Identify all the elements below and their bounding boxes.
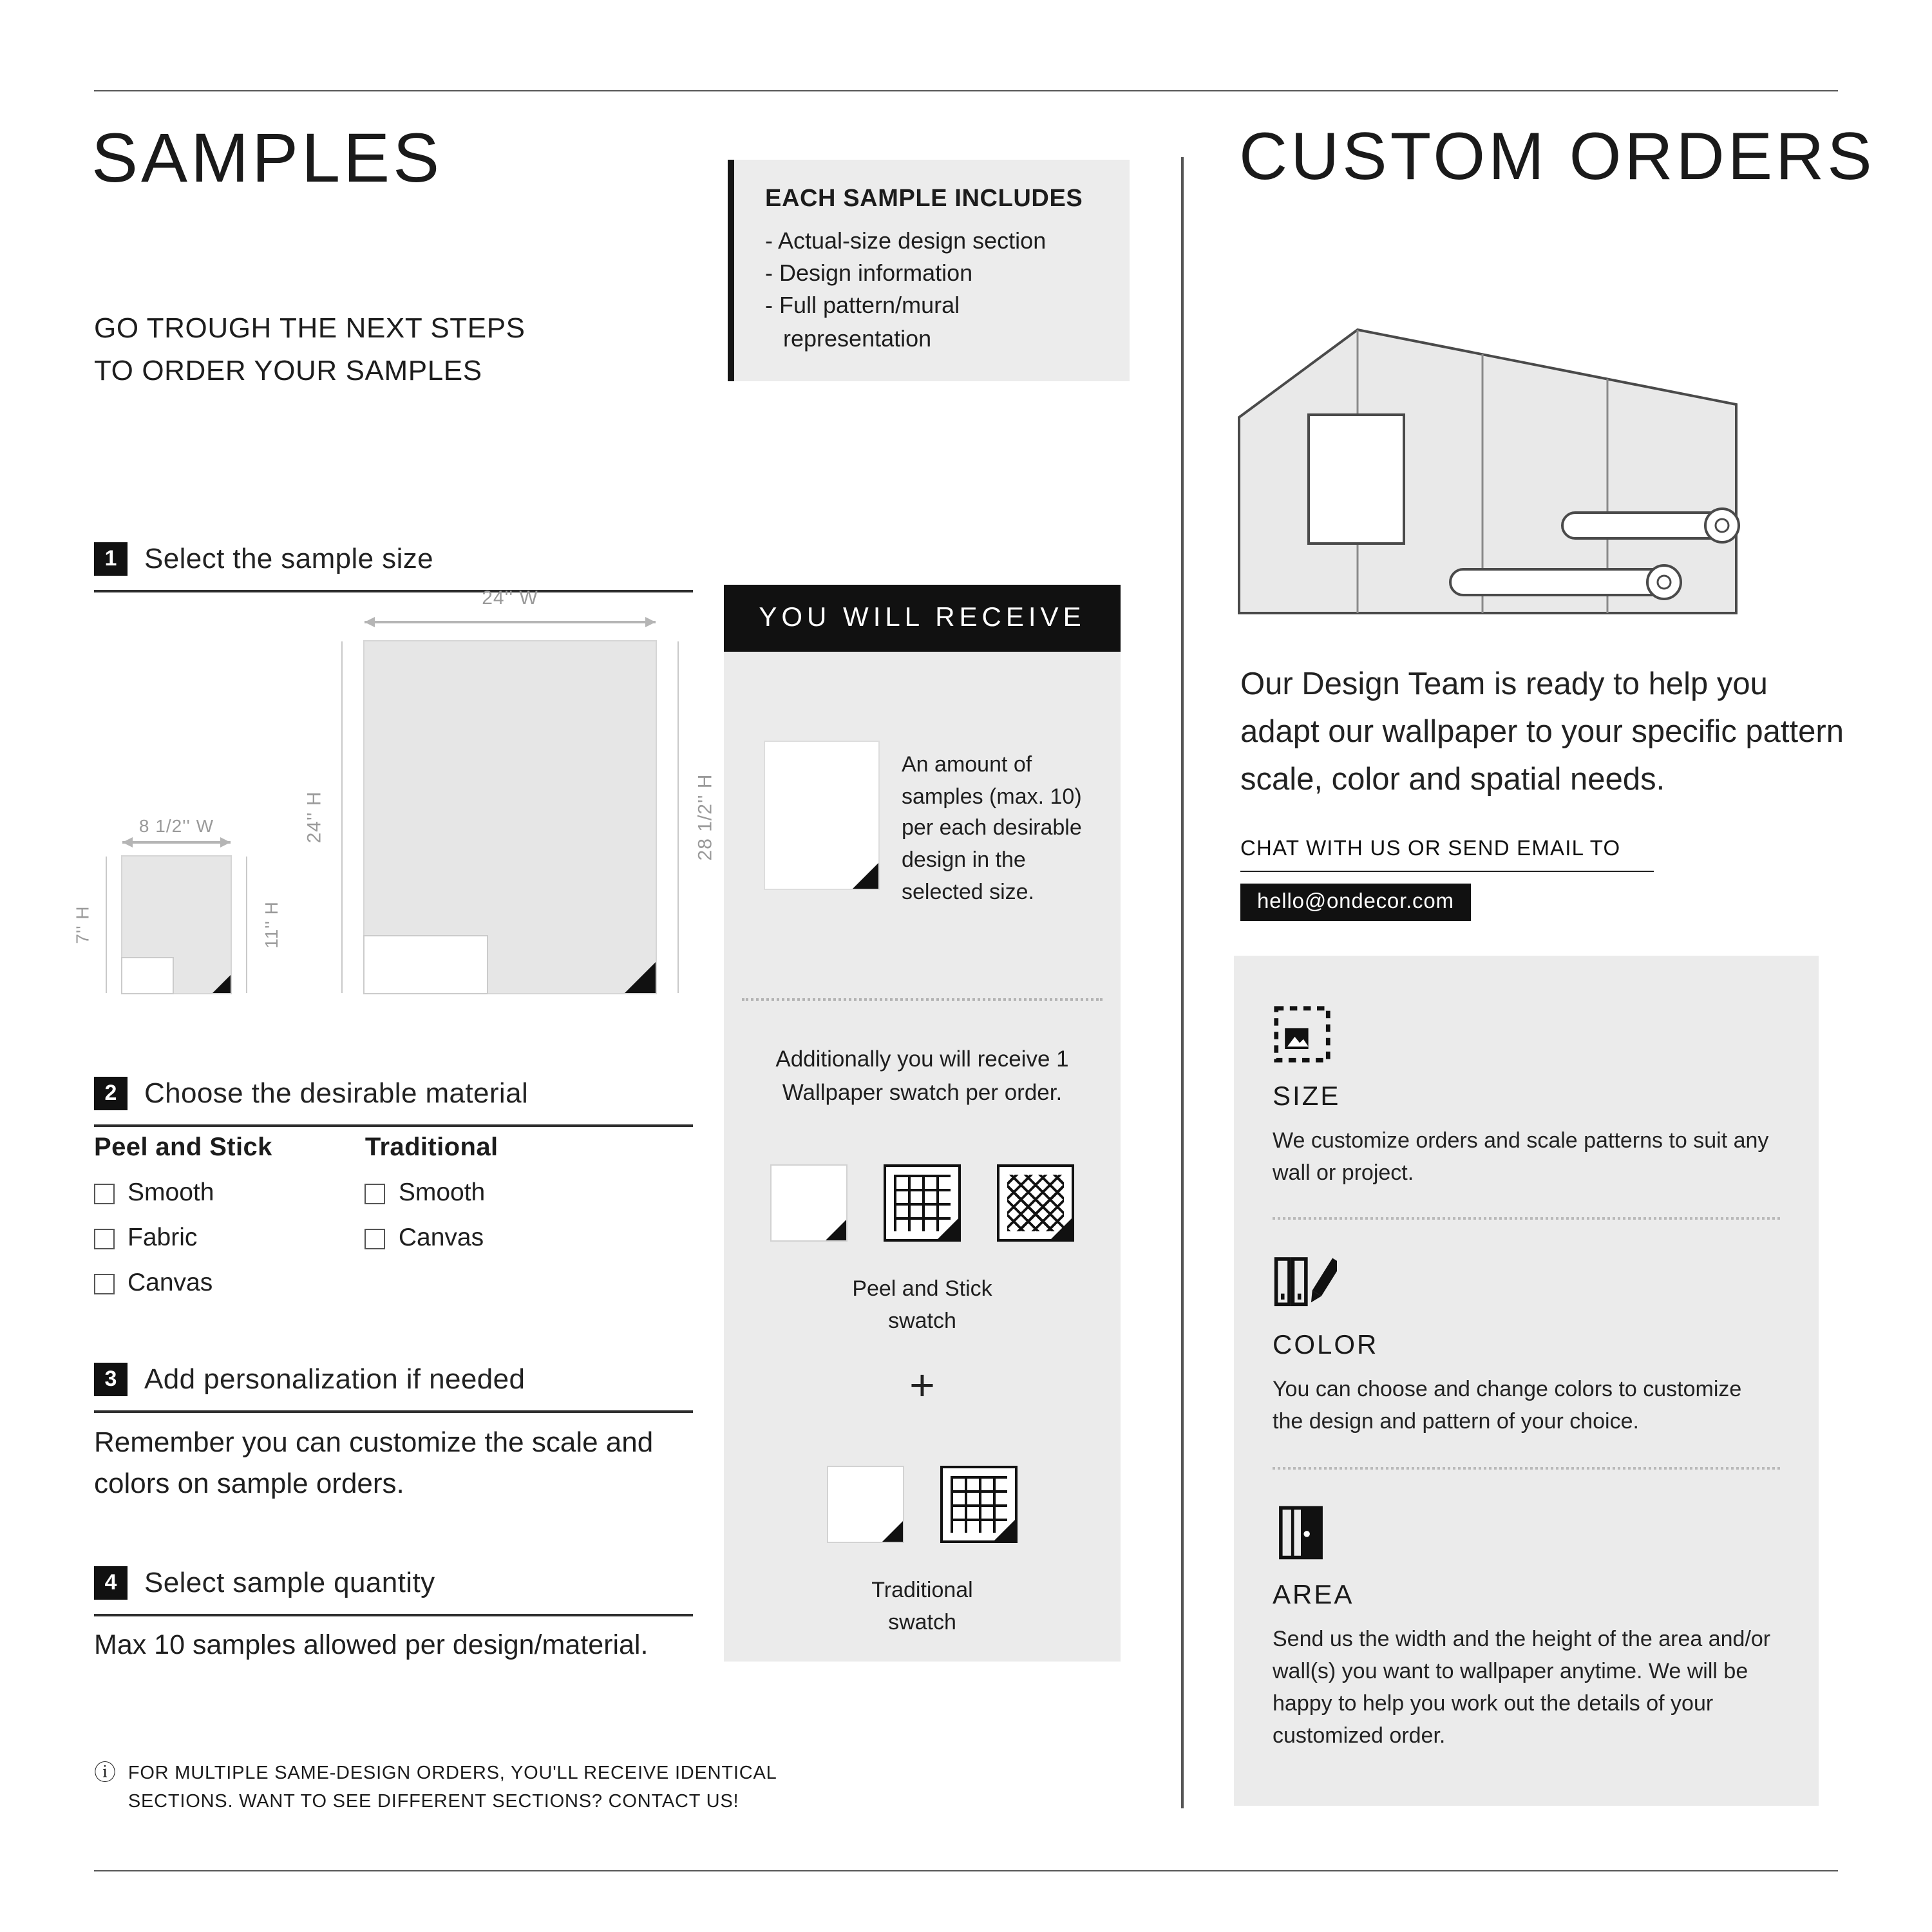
small-height-front-label: 7'' H — [72, 905, 93, 944]
step-3-header — [94, 1363, 693, 1413]
traditional-column — [365, 1133, 498, 1298]
step-4-body: Max 10 samples allowed per design/material. — [94, 1629, 649, 1660]
step-2-header — [94, 1077, 693, 1127]
width-arrow — [365, 621, 656, 623]
step-label: Select the sample size — [144, 542, 434, 574]
option-label: Canvas — [398, 1224, 484, 1252]
step-number-badge: 2 — [94, 1077, 128, 1110]
design-info-strip — [363, 935, 488, 994]
folded-corner — [213, 975, 231, 993]
small-sample-diagram — [72, 815, 281, 994]
info-icon: ⓘ — [94, 1761, 117, 1785]
material-option-canvas[interactable] — [94, 1269, 272, 1298]
folded-corner — [882, 1520, 903, 1541]
height-line — [341, 641, 343, 993]
grid-swatch-icon — [940, 1465, 1018, 1542]
additional-swatch-text: Additionally you will receive 1 Wallpaper swatch per order. — [775, 1046, 1069, 1106]
folded-corner — [853, 863, 878, 889]
feature-title: COLOR — [1273, 1331, 1379, 1361]
size-icon — [1273, 999, 1780, 1064]
small-width-label: 8 1/2'' W — [138, 815, 214, 836]
material-option-smooth[interactable] — [94, 1179, 272, 1208]
plus-sign: + — [909, 1361, 935, 1410]
dotted-divider — [742, 998, 1103, 1001]
feature-title: AREA — [1273, 1580, 1354, 1610]
checkbox[interactable] — [94, 1183, 115, 1204]
grid-swatch-icon — [884, 1164, 961, 1241]
samples-title: SAMPLES — [91, 120, 443, 197]
custom-features-panel — [1234, 956, 1819, 1806]
checkbox[interactable] — [365, 1228, 386, 1249]
wallpaper-wall-illustration — [1234, 322, 1744, 623]
step-number-badge: 1 — [94, 542, 128, 576]
dotted-divider — [1273, 1466, 1780, 1469]
custom-orders-title: CUSTOM ORDERS — [1239, 120, 1875, 194]
folded-corner — [826, 1219, 846, 1240]
includes-item: - Full pattern/mural representation — [765, 292, 960, 352]
sample-sheet-icon — [765, 742, 878, 889]
large-height-back-label: 28 1/2'' H — [695, 773, 717, 861]
option-label: Fabric — [128, 1224, 198, 1252]
large-height-front-label: 24'' H — [303, 791, 326, 844]
folded-corner — [1051, 1218, 1072, 1238]
step-label: Add personalization if needed — [144, 1363, 526, 1395]
step-number-badge: 3 — [94, 1363, 128, 1396]
includes-title: EACH SAMPLE INCLUDES — [765, 185, 1083, 213]
material-group-title: Peel and Stick — [94, 1133, 272, 1162]
folded-corner — [938, 1218, 958, 1238]
width-arrow — [122, 841, 231, 843]
step-number-badge: 4 — [94, 1566, 128, 1600]
material-option-canvas[interactable] — [365, 1224, 498, 1253]
checkbox[interactable] — [365, 1183, 386, 1204]
option-label: Canvas — [128, 1269, 213, 1297]
option-label: Smooth — [398, 1179, 486, 1207]
includes-item: - Actual-size design section — [765, 228, 1046, 254]
large-width-label: 24'' W — [482, 587, 538, 609]
sample-amount-text: An amount of samples (max. 10) per each desirable design in the selected size. — [902, 752, 1082, 904]
material-option-fabric[interactable] — [94, 1224, 272, 1253]
peel-swatch-row — [724, 1164, 1121, 1241]
step-label: Choose the desirable material — [144, 1077, 529, 1109]
step-label: Select sample quantity — [144, 1566, 435, 1598]
small-height-back-label: 11'' H — [260, 901, 281, 949]
peel-swatch-label: Peel and Stick swatch — [852, 1276, 992, 1334]
folded-corner — [625, 962, 656, 993]
plain-swatch-icon — [770, 1164, 848, 1241]
traditional-swatch-label: Traditional swatch — [871, 1577, 973, 1635]
you-will-receive-panel — [724, 652, 1121, 1662]
top-rule — [94, 90, 1838, 91]
feature-title: SIZE — [1273, 1082, 1341, 1112]
includes-item: - Design information — [765, 260, 973, 287]
samples-intro: GO TROUGH THE NEXT STEPS TO ORDER YOUR SAMPLES — [94, 312, 526, 386]
material-option-smooth[interactable] — [365, 1179, 498, 1208]
feature-color — [1273, 1249, 1780, 1439]
material-group-title: Traditional — [365, 1133, 498, 1162]
feature-body: Send us the width and the height of the area and/or wall(s) you want to wallpaper anytime. We will be happy to help you work out the details of your customized order. — [1273, 1626, 1771, 1748]
feature-body: You can choose and change colors to customize the design and pattern of your choice. — [1273, 1377, 1742, 1434]
feature-body: We customize orders and scale patterns to suit any wall or project. — [1273, 1128, 1769, 1186]
color-icon — [1273, 1249, 1780, 1313]
plain-swatch-icon — [827, 1465, 904, 1542]
checkbox[interactable] — [94, 1273, 115, 1294]
custom-intro: Our Design Team is ready to help you adapt our wallpaper to your specific pattern scale, color and spatial needs. — [1240, 667, 1844, 797]
step-4-header — [94, 1566, 693, 1616]
contact-label: CHAT WITH US OR SEND EMAIL TO — [1240, 837, 1654, 872]
bottom-rule — [94, 1870, 1838, 1871]
option-label: Smooth — [128, 1179, 214, 1207]
peel-and-stick-column — [94, 1133, 272, 1298]
email-link[interactable]: hello@ondecor.com — [1240, 884, 1471, 921]
feature-area — [1273, 1497, 1780, 1752]
footnote — [94, 1759, 893, 1817]
materials-section — [94, 1133, 498, 1298]
step-1-header — [94, 542, 693, 592]
column-divider — [1181, 157, 1183, 1808]
dotted-divider — [1273, 1218, 1780, 1220]
area-icon — [1273, 1497, 1780, 1562]
traditional-swatch-row — [724, 1465, 1121, 1542]
checkbox[interactable] — [94, 1228, 115, 1249]
feature-size — [1273, 999, 1780, 1189]
footnote-text: FOR MULTIPLE SAME-DESIGN ORDERS, YOU'LL RECEIVE IDENTICAL SECTIONS. WANT TO SEE DIFFERENT SECTIONS? CONTACT US! — [128, 1763, 777, 1813]
height-line — [246, 857, 247, 993]
large-sample-diagram — [303, 587, 717, 994]
you-will-receive-header: YOU WILL RECEIVE — [724, 585, 1121, 652]
height-line — [106, 857, 107, 993]
height-line — [677, 641, 679, 993]
sample-amount-row — [765, 742, 1108, 908]
folded-corner — [994, 1519, 1015, 1540]
step-3-body: Remember you can customize the scale and colors on sample orders. — [94, 1426, 654, 1499]
crosshatch-swatch-icon — [997, 1164, 1074, 1241]
design-info-strip — [121, 957, 173, 994]
each-sample-includes-box — [728, 160, 1130, 381]
